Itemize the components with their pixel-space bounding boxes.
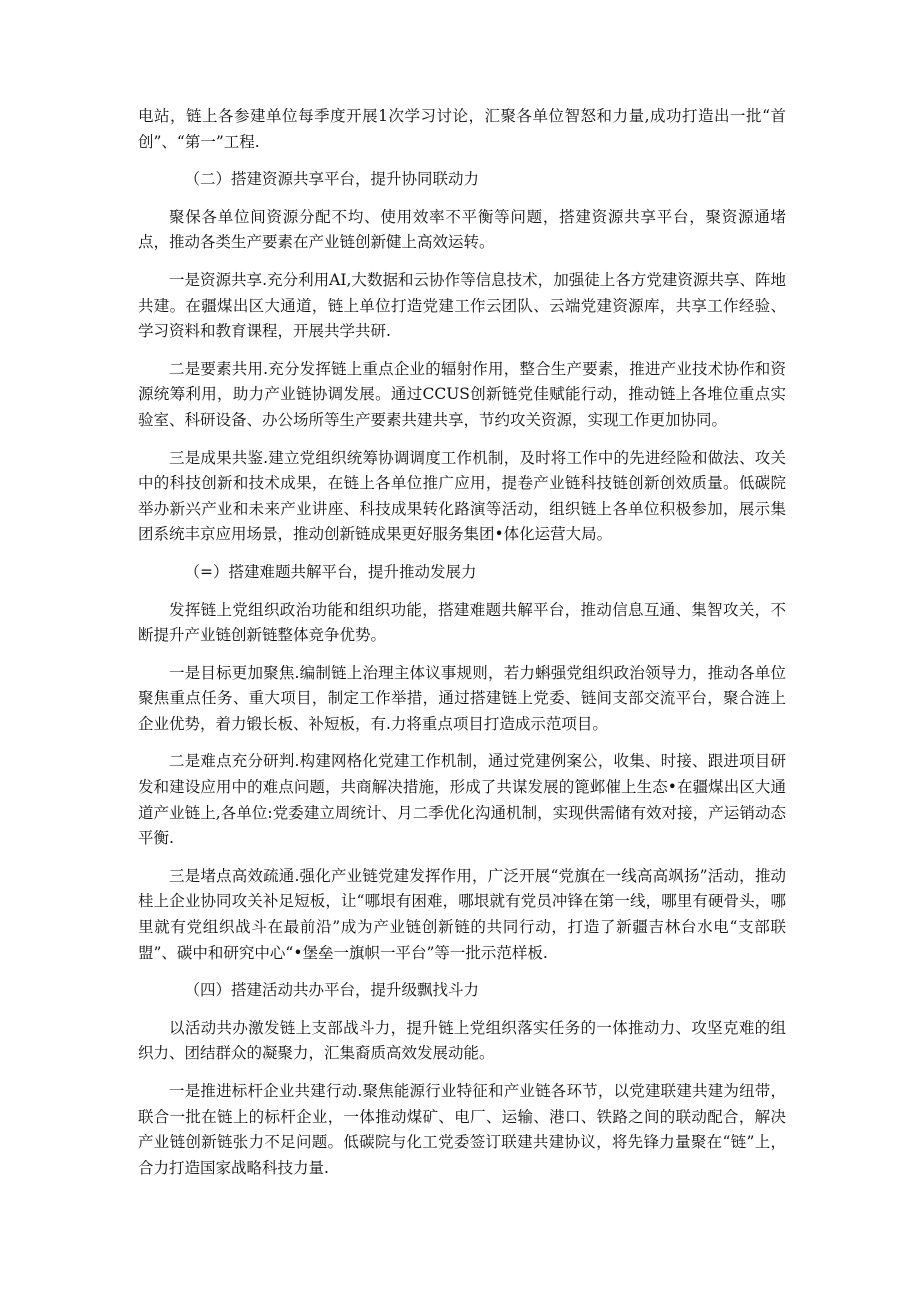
paragraph-goal-focus: 一是目标更加聚焦.编制链上治理主体议事规则，若力蝌强党组织政治领导力，推动各单位聚焦重点任务、重大项目，制定工作举措，通过搭建链上党委、链间支部交流平台，聚合涟上企业优势，着力锻长板、补短板，有.力将重点项目打造成示范项目。 [138, 663, 786, 733]
paragraph-result-sharing: 三是成果共鉴.建立党组织统筹协调调度工作机制，及时将工作中的先进经险和做法、攻关中的科技创新和技术成果，在链上各单位推广应用，提卷产业链科技链创新创效质量。低碳院举办新兴产业和未来产业讲座、科技成果转化路演等活动，组织链上各单位积极参加，展示集团系统丰京应用场景，推动创新链成果更好服务集团•体化运营大局。 [138, 448, 786, 544]
paragraph-difficulty-analysis: 二是难点充分研判.构建网格化党建工作机制，通过党建例案公，收集、时接、跟进项目研发和建设应用中的难点问题，共商解决措施，形成了共谋发展的篦邺催上生态•在疆煤出区大通道产业链上,各单位:党委建立周统计、月二季优化沟通机制，实现供需储有效对接，产运销动态平衡. [138, 752, 786, 848]
paragraph-factor-sharing: 二是要素共用.充分发挥链上重点企业的辐射作用，整合生产要素，推进产业技术协作和资源统筹利用，助力产业链协调发展。通过CCUS创新链党佳赋能行动，推动链上各堆位重点实验室、科研设备、办公场所等生产要素共建共享，节约攻关资源，实现工作更加协同。 [138, 359, 786, 429]
paragraph-benchmark-enterprise: 一是推进标杆企业共建行动.聚焦能源行业特征和产业链各环节，以党建联建共建为纽带，联合一批在链上的标杆企业，一体推动煤矿、电厂、运输、港口、铁路之间的联动配合，解决产业链创新链张力不足问题。低碳院与化工党委签订联建共建协议，将先锋力量聚在“链”上，合力打造国家战略科技力量. [138, 1082, 786, 1177]
section-heading-2: （二）搭建资源共享平台，提升协同联动力 [184, 170, 480, 189]
paragraph-activity-intro: 以活动共办激发链上支部战斗力，提升链上党组织落实任务的一体推动力、攻坚克难的组织力、团结群众的凝聚力，汇集裔质高效发展动能。 [138, 1018, 786, 1063]
document-page [138, 104, 786, 1193]
paragraph-problem-intro: 发挥链上党组织政治功能和组织功能，搭建难题共解平台，推动信息互通、集智攻关，不断提升产业链创新链整体竞争优势。 [138, 600, 786, 645]
paragraph-resource-sharing: 一是资源共享.充分利用AI,大数据和云协作等信息技术，加强徒上各方党建资源共享、阵地共建。在疆煤出区大通道，链上单位打造党建工作云团队、云端党建资源库，共享工作经验、学习资料和教育课程，开展共学共研. [138, 270, 786, 341]
paragraph-continuation: 电站，链上各参建单位每季度开展1次学习讨论，汇聚各单位智怒和力量,成功打造出一批“首创”、“第一”工程. [138, 107, 786, 151]
section-heading-4: （四）搭建活动共办平台，提升级飘找斗力 [184, 981, 480, 1000]
paragraph-blockage-clearing: 三是堵点高效疏通.强化产业链党建发挥作用，广泛开展“党旗在一线高高飒扬”活动，推动桂上企业协同攻关补足短板，让“哪垠有困难，哪垠就有党员冲锋在第一线，哪里有硬骨头，哪里就有党组织战斗在最前沿”成为产业链创新链的共同行动，打造了新疆吉林台水电“支部联盟”、碳中和研究中心“•堡垒一旗帜一平台”等一批示范样板. [138, 866, 786, 962]
section-heading-3: （=）搭建难题共解平台，提升推动发展力 [184, 562, 477, 581]
paragraph-resource-intro: 聚保各单位间资源分配不均、使用效率不平衡等问题，搭建资源共享平台，聚资源通堵点，推动各类生产要素在产业链创新健上高效运转。 [138, 207, 786, 252]
